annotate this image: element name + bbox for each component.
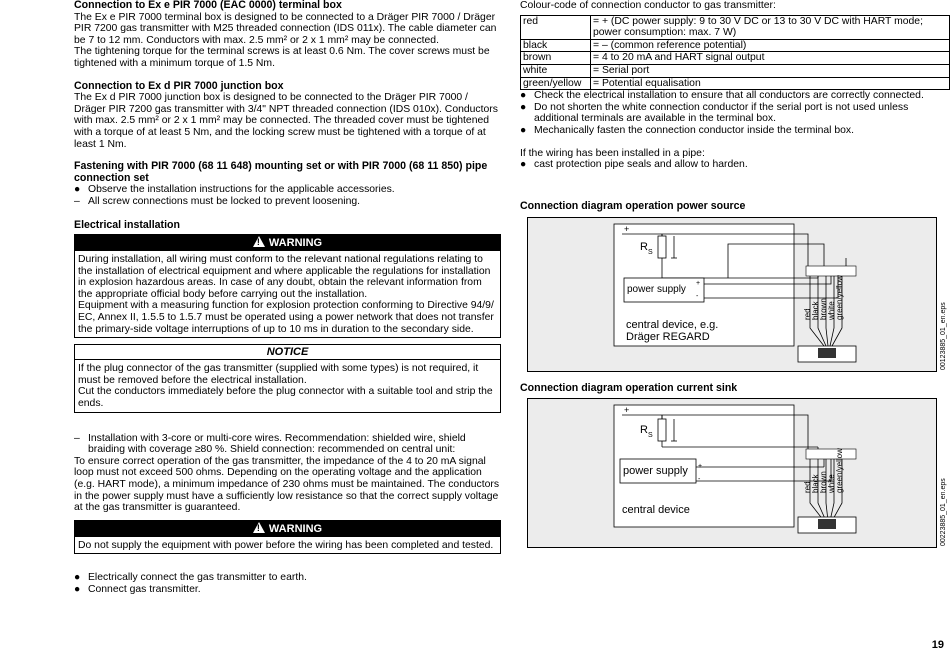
plus-label: + bbox=[696, 280, 701, 287]
rs-subscript: S bbox=[648, 432, 653, 439]
rs-label: R bbox=[640, 424, 648, 436]
wire-label-red: red bbox=[803, 308, 812, 320]
list-item bbox=[520, 159, 950, 171]
notice-p1: If the plug connector of the gas transmitter (supplied with some types) is not required, it must be removed before the electrical installation. bbox=[78, 363, 479, 386]
right-column bbox=[520, 0, 950, 171]
list-item bbox=[520, 90, 950, 102]
wire-label-brown: brown bbox=[819, 298, 828, 320]
table-row bbox=[521, 15, 950, 39]
warning-box-2 bbox=[74, 520, 501, 555]
ex-e-body2: The tightening torque for the terminal screws is at least 0.6 Nm. The cover screws must be tightened with a minimum torque of 1.5 Nm. bbox=[74, 46, 490, 69]
table-row bbox=[521, 64, 950, 77]
warning-body-1 bbox=[75, 251, 500, 337]
ensure-paragraph: To ensure correct operation of the gas transmitter, the impedance of the 4 to 20 mA signal loop must not exceed 500 ohms. Depending on the operating voltage and the application (e.g. HART mode), a minimum impedance of 230 ohms must be maintained. The conductors in the power supply must have a sufficiently low resistance so that the correct supply voltage at the gas transmitter is guaranteed. bbox=[74, 455, 500, 514]
page-number: 19 bbox=[931, 639, 944, 651]
wire-label-red: red bbox=[803, 481, 812, 493]
warning1-p2: Equipment with a measuring function for explosion protection conforming to Directive 94/9/ EC, Annex II, 1.5.5 to 1.5.7 must be operated using a power network that does not transfer the primary-side voltage interruptions of up to 10 ms in duration to the secondary side. bbox=[78, 300, 494, 335]
terminal-block bbox=[806, 449, 856, 459]
fastening-dash bbox=[74, 196, 501, 208]
plus-label: + bbox=[624, 224, 630, 234]
table-row bbox=[521, 77, 950, 90]
table-cell: green/yellow bbox=[521, 77, 591, 90]
warning-header-2 bbox=[75, 521, 500, 537]
warning-title-2: WARNING bbox=[268, 522, 323, 535]
bullet-marker: ● bbox=[74, 572, 81, 584]
bullet-text: Mechanically fasten the connection conductor inside the terminal box. bbox=[534, 124, 854, 136]
fastening-dash-text: All screw connections must be locked to prevent loosening. bbox=[88, 195, 361, 207]
colour-heading: Colour-code of connection conductor to gas transmitter: bbox=[520, 0, 776, 11]
wire-label-white: white bbox=[827, 301, 836, 320]
table-cell: black bbox=[521, 39, 591, 52]
list-item bbox=[74, 584, 501, 596]
power-supply-label: power supply bbox=[627, 284, 686, 295]
notice-body bbox=[75, 360, 500, 411]
left-column bbox=[74, 0, 501, 596]
wire-labels bbox=[800, 448, 870, 505]
resistor-icon bbox=[658, 419, 666, 441]
table-row bbox=[521, 52, 950, 65]
central-device-label: central device, e.g. bbox=[626, 319, 719, 331]
central-device-label-2: Dräger REGARD bbox=[626, 331, 710, 343]
wire-label-white: white bbox=[827, 474, 836, 493]
diagram2-svg bbox=[528, 399, 936, 547]
table-cell: white bbox=[521, 64, 591, 77]
minus-label: - bbox=[698, 476, 701, 483]
rs-label: R bbox=[640, 241, 648, 253]
notice-title: NOTICE bbox=[75, 345, 500, 360]
table-cell: = 4 to 20 mA and HART signal output bbox=[591, 52, 950, 65]
ex-d-body: The Ex d PIR 7000 junction box is designed to be connected to the Dräger PIR 7000 / Dräger PIR 7200 gas transmitter with 3/4" NPT threaded connection (IDS 010x). Conductors with max. 2.5 mm² or 2 x 1 mm² may be connected. The threaded cover must be tightened with a torque of at least 5 Nm, and the locking screw must be tightened with a torque of at least 1 Nm. bbox=[74, 92, 498, 150]
fastening-bullet-text: Observe the installation instructions for the applicable accessories. bbox=[88, 184, 395, 196]
power-supply-label: power supply bbox=[623, 465, 688, 477]
warning2-body: Do not supply the equipment with power before the wiring has been completed and tested. bbox=[78, 539, 494, 551]
figure-id: 00223885_01_en.eps bbox=[940, 478, 947, 546]
minus-label: - bbox=[696, 293, 699, 300]
warning1-p1: During installation, all wiring must conform to the relevant national regulations relating to the installation of electrical equipment and where applicable the regulations for installation in explosion hazardous areas. In case of any doubt, obtain the relevant information from the appropriate official body before carrying out the installation. bbox=[78, 254, 491, 300]
install-dash-text: Installation with 3-core or multi-core wires. Recommendation: shielded wire, shield braiding with coverage ≥80 %. Shield connection: recommended on central unit: bbox=[88, 432, 466, 456]
warning-header-1 bbox=[75, 235, 500, 251]
rs-subscript: S bbox=[648, 249, 653, 256]
diagram2-heading: Connection diagram operation current sink bbox=[520, 382, 738, 394]
bullet-text: Electrically connect the gas transmitter to earth. bbox=[88, 572, 307, 584]
ex-e-body1: The Ex e PIR 7000 terminal box is designed to be connected to a Dräger PIR 7000 / Dräger PIR 7200 gas transmitter with M25 threaded connection (IDS 011x). The cable diameter can be 7 to 12 mm. Conductors with max. 2.5 mm² or 2 x 1 mm² may be connected. bbox=[74, 11, 497, 46]
electrical-heading: Electrical installation bbox=[74, 218, 180, 231]
wire-label-brown: brown bbox=[819, 471, 828, 493]
dash-marker: – bbox=[74, 432, 80, 444]
list-item bbox=[74, 572, 501, 584]
table-cell: = – (common reference potential) bbox=[591, 39, 950, 52]
notice-p2: Cut the conductors immediately before the plug connector with a suitable tool and strip the ends. bbox=[78, 386, 493, 410]
diagram-current-sink bbox=[527, 398, 937, 548]
wire-label-green-yellow: green/yellow bbox=[835, 275, 844, 320]
bullet-marker: ● bbox=[74, 184, 81, 196]
bullet-text: cast protection pipe seals and allow to harden. bbox=[534, 159, 748, 171]
list-item bbox=[520, 102, 950, 125]
table-cell: = Potential equalisation bbox=[591, 77, 950, 90]
terminal-block bbox=[806, 266, 856, 276]
table-cell: = Serial port bbox=[591, 64, 950, 77]
diagram-power-source bbox=[527, 217, 937, 372]
wire-labels bbox=[800, 275, 870, 332]
resistor-icon bbox=[658, 236, 666, 258]
notice-box bbox=[74, 344, 501, 412]
connector-icon bbox=[818, 348, 836, 358]
plus-label: + bbox=[698, 463, 703, 470]
ex-d-heading: Connection to Ex d PIR 7000 junction box bbox=[74, 79, 284, 92]
bullet-marker: ● bbox=[520, 90, 527, 102]
colour-table bbox=[520, 15, 950, 91]
table-row bbox=[521, 39, 950, 52]
table-cell: brown bbox=[521, 52, 591, 65]
fastening-bullet bbox=[74, 184, 501, 196]
diagram1-heading: Connection diagram operation power source bbox=[520, 200, 746, 212]
bullet-text: Check the electrical installation to ensure that all conductors are correctly connected. bbox=[534, 90, 924, 102]
pipe-intro: If the wiring has been installed in a pipe: bbox=[520, 147, 705, 159]
warning-body-2 bbox=[75, 537, 500, 554]
install-dash bbox=[74, 433, 501, 456]
central-device-label: central device bbox=[622, 504, 690, 516]
table-cell: = + (DC power supply: 9 to 30 V DC or 13 to 30 V DC with HART mode; power consumption: max. 7 W) bbox=[591, 15, 950, 39]
ex-e-heading: Connection to Ex e PIR 7000 (EAC 0000) terminal box bbox=[74, 0, 342, 11]
warning-triangle-icon: ! bbox=[253, 522, 265, 533]
table-cell: red bbox=[521, 15, 591, 39]
bullet-text: Do not shorten the white connection conductor if the serial port is not used unless additional terminals are available in the terminal box. bbox=[534, 101, 909, 125]
plus-label: + bbox=[624, 405, 630, 415]
dash-marker: – bbox=[74, 195, 80, 207]
diagram1-svg bbox=[528, 218, 936, 371]
warning-box-1 bbox=[74, 234, 501, 338]
bullet-text: Connect gas transmitter. bbox=[88, 583, 201, 595]
bullet-marker: ● bbox=[520, 159, 527, 171]
fastening-heading: Fastening with PIR 7000 (68 11 648) mounting set or with PIR 7000 (68 11 850) pipe connection set bbox=[74, 160, 488, 184]
bullet-marker: ● bbox=[74, 583, 81, 595]
warning-triangle-icon: ! bbox=[253, 236, 265, 247]
bullet-marker: ● bbox=[520, 124, 527, 136]
connector-icon bbox=[818, 519, 836, 529]
figure-id: 00123885_01_en.eps bbox=[940, 302, 947, 370]
list-item bbox=[520, 125, 950, 137]
bullet-marker: ● bbox=[520, 101, 527, 113]
wire-label-black: black bbox=[811, 301, 820, 320]
warning-title-1: WARNING bbox=[268, 237, 323, 250]
wire-label-black: black bbox=[811, 474, 820, 493]
wire-label-green-yellow: green/yellow bbox=[835, 448, 844, 493]
